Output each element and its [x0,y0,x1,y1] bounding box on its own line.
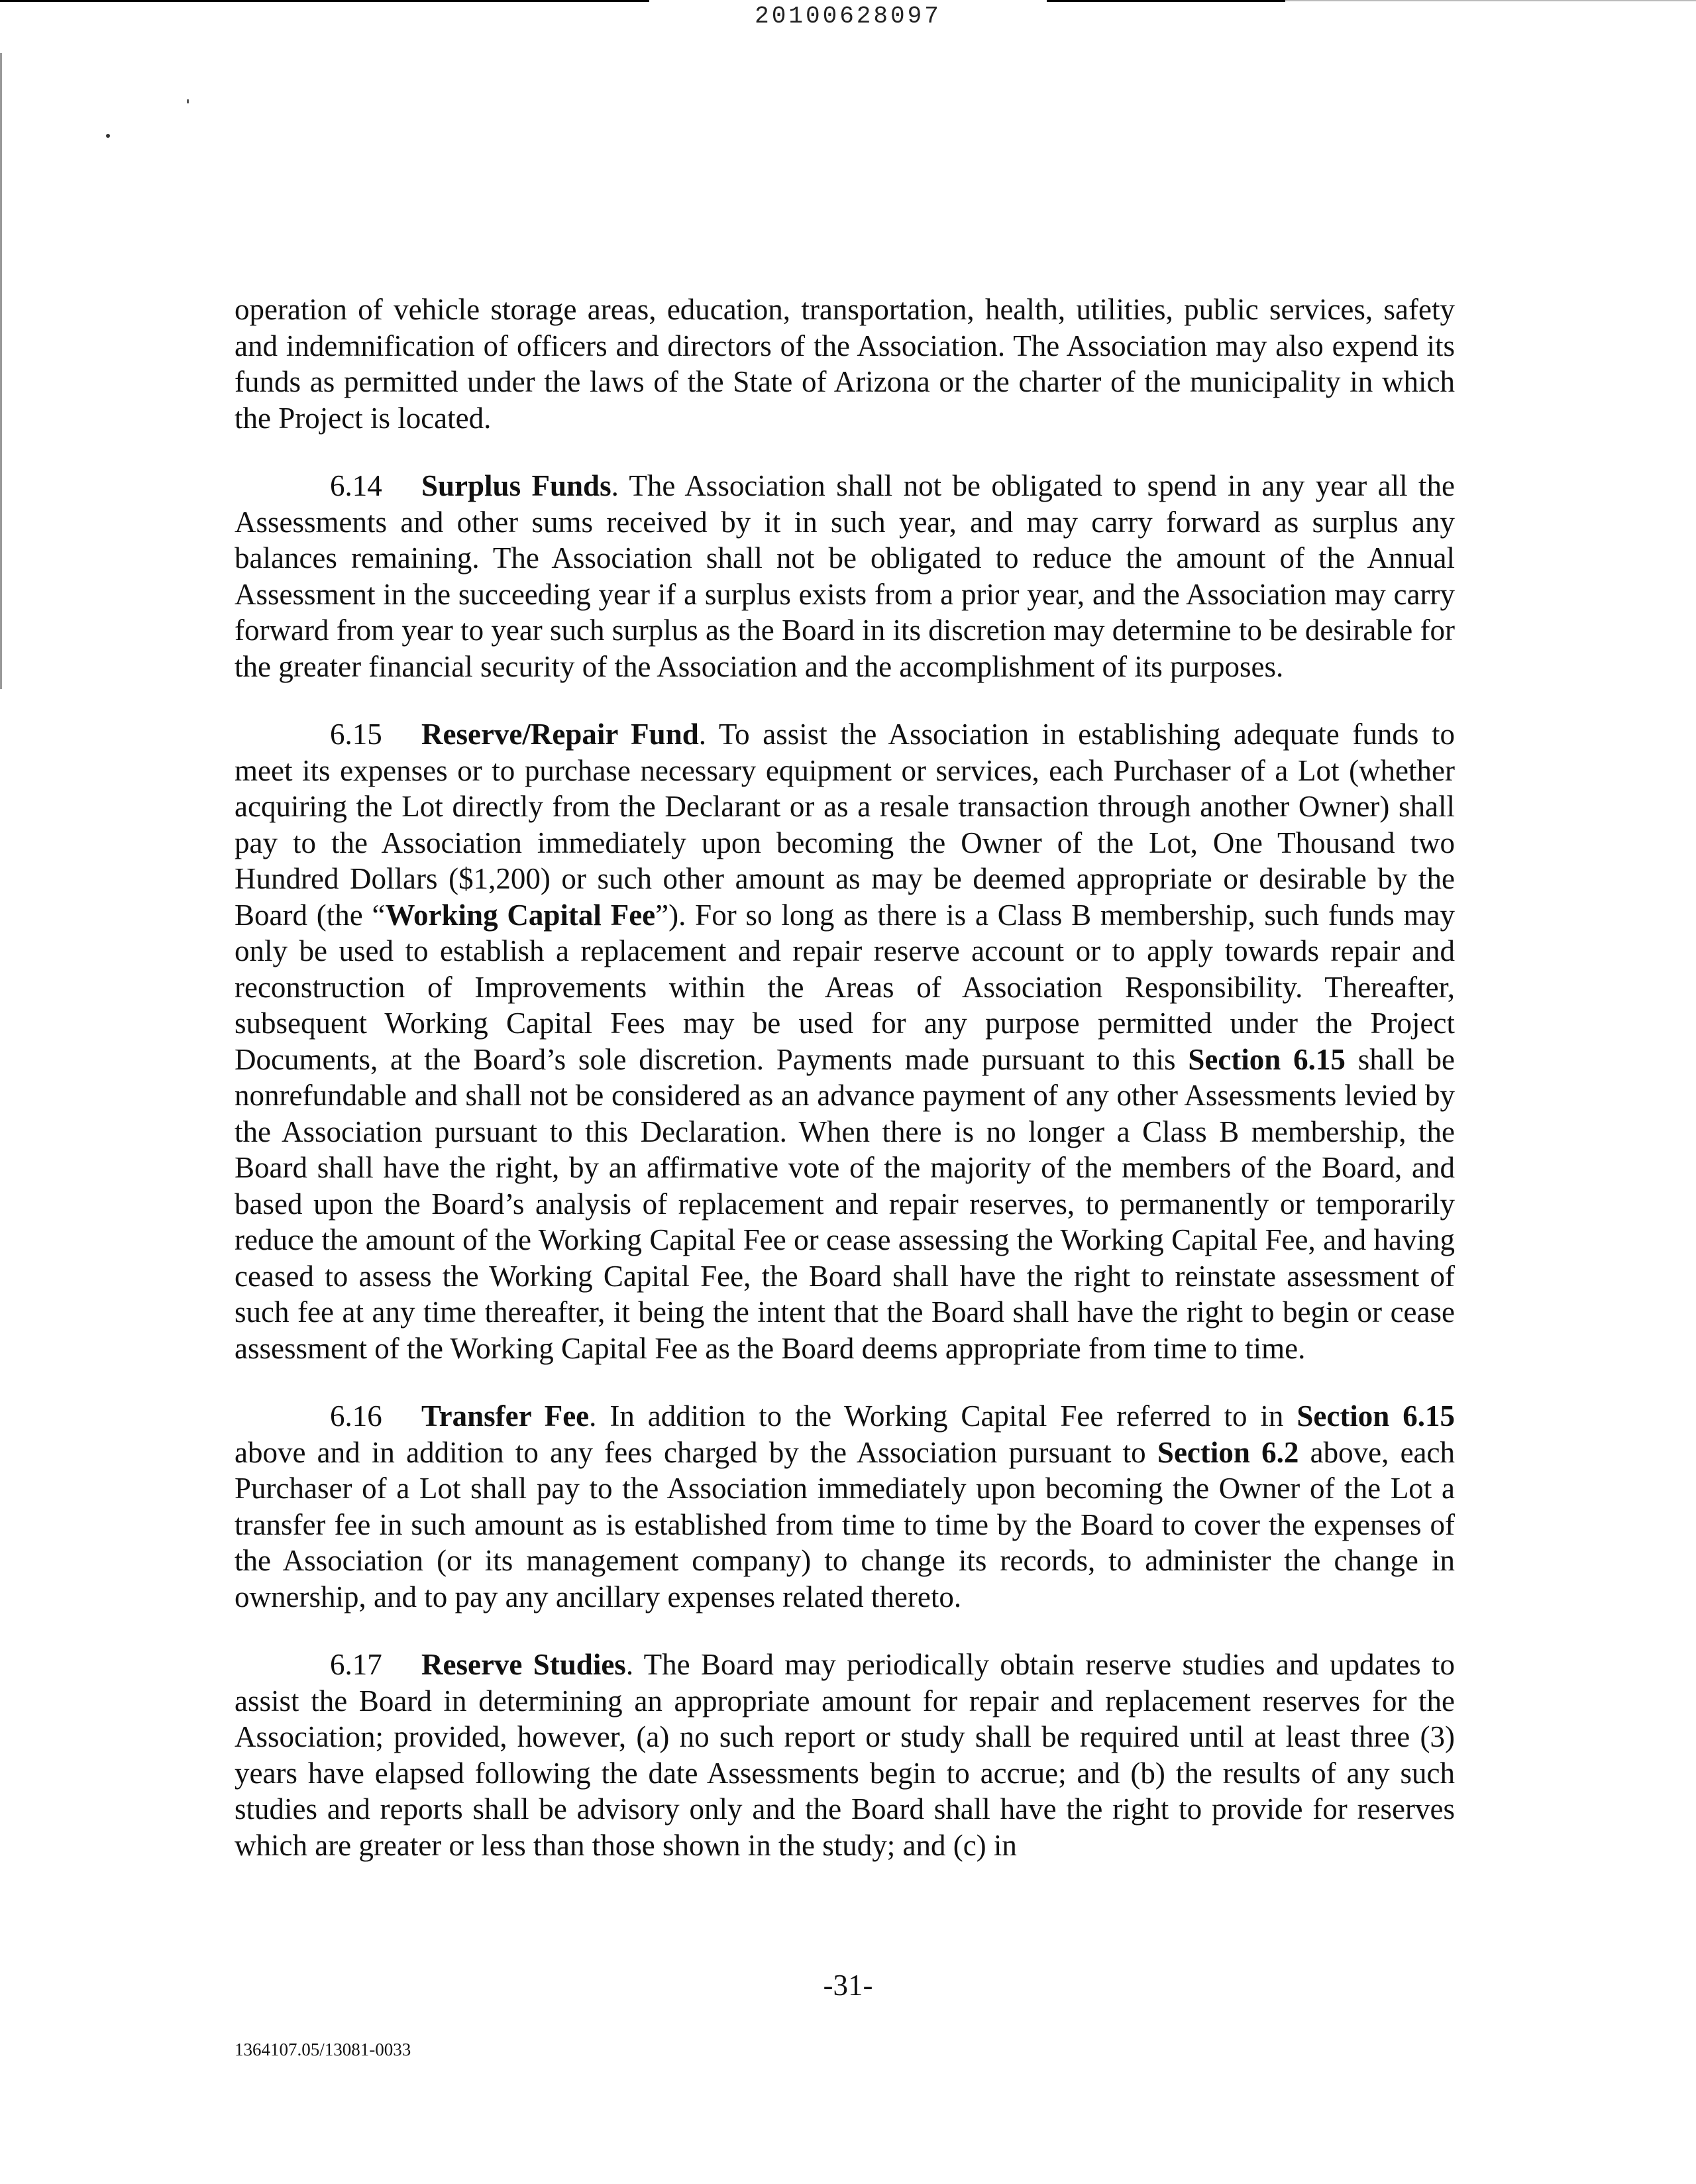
section-text: above and in addition to any fees charged by the Association pursuant to [235,1435,1157,1469]
section-6-16 [235,1398,1455,1615]
section-number: 6.17 [330,1648,382,1681]
section-title: Transfer Fee [421,1399,590,1433]
section-title: Reserve/Repair Fund [421,718,699,751]
scan-edge-line [0,53,2,689]
top-rule-right [1047,0,1285,2]
paragraph-text: operation of vehicle storage areas, education, transportation, health, utilities, public services, safety and indemnification of officers and directors of the Association. The Association may also expend its funds as permitted under the laws of the State of Arizona or the charter of the municipality in which the Project is located. [235,293,1455,435]
section-reference: Section 6.15 [1188,1042,1346,1076]
section-text: shall be nonrefundable and shall not be considered as an advance payment of any other Assessments levied by the Association pursuant to this Declaration. When there is no longer a Class B membership, the Board shall have the right, by an affirmative vote of the majority of the members of the Board, and based upon the Board’s analysis of replacement and repair reserves, to permanently or temporarily reduce the amount of the Working Capital Fee or cease assessing the Working Capital Fee, and having ceased to assess the Working Capital Fee, the Board shall have the right to reinstate assessment of such fee at any time thereafter, it being the intent that the Board shall have the right to begin or cease assessment of the Working Capital Fee as the Board deems appropriate from time to time. [235,1042,1455,1365]
section-6-15 [235,716,1455,1366]
document-body [235,292,1455,1895]
section-number: 6.14 [330,469,382,502]
paragraph-continuation [235,292,1455,436]
top-rule-far [1285,0,1696,1]
section-reference: Section 6.15 [1297,1399,1456,1433]
document-code: 1364107.05/13081-0033 [235,2040,411,2059]
section-text: . The Association shall not be obligated to spend in any year all the Assessments and other sums received by it in such year, and may carry forward as surplus any balances remaining. The Association shall not be obligated to reduce the amount of the Annual Assessment in the succeeding year if a surplus exists from a prior year, and the Association may carry forward from year to year such surplus as the Board in its discretion may determine to be desirable for the greater financial security of the Association and the accomplishment of its purposes. [235,469,1455,683]
top-rule-left [0,0,649,2]
section-text: . In addition to the Working Capital Fee referred to in [589,1399,1297,1433]
section-number: 6.15 [330,718,382,751]
section-text: . The Board may periodically obtain reserve studies and updates to assist the Board in determining an appropriate amount for repair and replacement reserves for the Association; provided, however, (a) no such report or study shall be required until at least three (3) years have elapsed following the date Assessments begin to accrue; and (b) the results of any such studies and reports shall be advisory only and the Board shall have the right to provide for reserves which are greater or less than those shown in the study; and (c) in [235,1648,1455,1862]
scan-speck [187,99,189,103]
defined-term: Working Capital Fee [385,898,656,932]
section-number: 6.16 [330,1399,382,1433]
section-text: above, each Purchaser of a Lot shall pay to the Association immediately upon becoming the Owner of the Lot a transfer fee in such amount as is established from time to time by the Board to cover the expenses of the Association (or its management company) to change its records, to administer the change in ownership, and to pay any ancillary expenses related thereto. [235,1435,1455,1613]
recording-number: 20100628097 [755,3,941,30]
page-number: -31- [823,1969,873,2002]
section-text: ”). For so long as there is a Class B membership, such funds may only be used to establish a replacement and repair reserve account or to apply towards repair and reconstruction of Improvements within the Areas of Association Responsibility. Thereafter, subsequent Working Capital Fees may be used for any purpose permitted under the Project Documents, at the Board’s sole discretion. Payments made pursuant to this [235,898,1455,1076]
section-title: Surplus Funds [421,469,611,502]
section-reference: Section 6.2 [1157,1435,1299,1469]
section-6-17 [235,1647,1455,1863]
scan-speck [106,134,110,138]
section-6-14 [235,468,1455,684]
section-title: Reserve Studies [421,1648,626,1681]
section-text: . To assist the Association in establishing adequate funds to meet its expenses or to purchase necessary equipment or services, each Purchaser of a Lot (whether acquiring the Lot directly from the Declarant or as a resale transaction through another Owner) shall pay to the Association immediately upon becoming the Owner of the Lot, One Thousand two Hundred Dollars ($1,200) or such other amount as may be deemed appropriate or desirable by the Board (the “ [235,718,1455,932]
